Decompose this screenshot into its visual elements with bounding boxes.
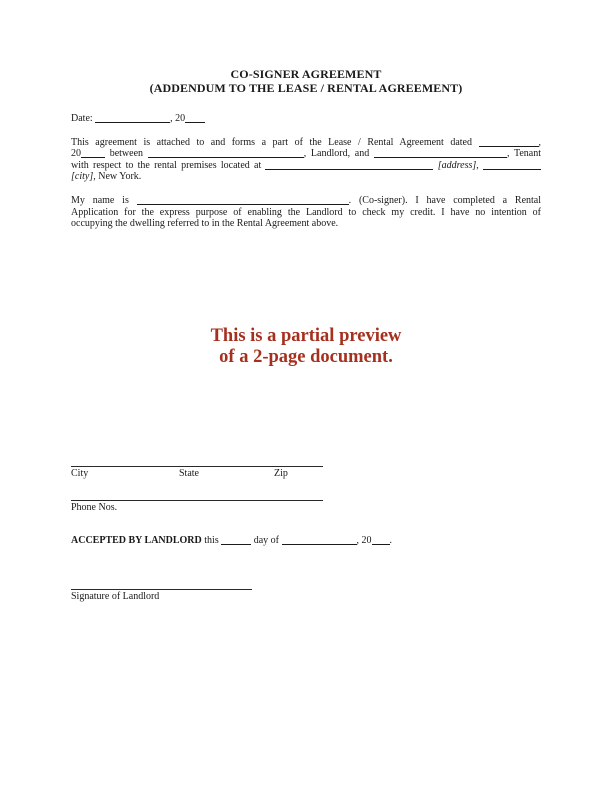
address-placeholder: [address] (437, 159, 477, 171)
premises-city-blank (483, 169, 541, 170)
agreement-paragraph (71, 137, 541, 183)
landlord-name-blank (148, 157, 304, 158)
document-title (71, 68, 541, 95)
agreement-text: with respect to the rental premises located at (71, 159, 262, 171)
city-state-zip-labels (71, 467, 323, 480)
premises-address-blank (265, 169, 433, 170)
title-line-1: CO-SIGNER AGREEMENT (230, 67, 382, 81)
city-label: City (71, 467, 89, 479)
agreement-date-blank (479, 146, 539, 147)
agreement-line-2 (71, 148, 541, 160)
accepted-year-blank (372, 544, 390, 545)
agreement-text: , (538, 136, 542, 148)
city-placeholder: [city] (71, 171, 94, 183)
cosigner-text: My name is (71, 194, 129, 206)
signature-label: Signature of Landlord (71, 590, 160, 602)
agreement-line-3 (71, 160, 541, 172)
agreement-text: , (476, 159, 479, 171)
cosigner-line-3: occupying the dwelling referred to in the Rental Agreement above. (71, 218, 339, 230)
date-blank (95, 122, 170, 123)
address-fields (71, 466, 541, 514)
accepted-by-landlord-label: ACCEPTED BY LANDLORD (71, 534, 202, 546)
cosigner-name-blank (137, 204, 349, 205)
agreement-line-4 (71, 171, 541, 183)
preview-notice-line-2: of a 2-page document. (219, 346, 393, 367)
agreement-text: , New York. (93, 171, 142, 183)
state-label: State (179, 467, 199, 479)
tenant-name-blank (374, 157, 507, 158)
cosigner-line-1 (71, 195, 541, 207)
title-line-2: (ADDENDUM TO THE LEASE / RENTAL AGREEMENT) (149, 80, 463, 95)
agreement-text: , Tenant (506, 148, 542, 160)
accepted-text: , 20 (356, 534, 372, 546)
agreement-line-1 (71, 137, 541, 149)
date-century: , 20 (170, 113, 186, 124)
accepted-text: . (389, 534, 392, 546)
zip-label: Zip (274, 467, 288, 479)
date-year-blank (185, 122, 205, 123)
preview-notice (71, 326, 541, 368)
agreement-text: , Landlord, and (303, 148, 370, 160)
accepted-month-blank (282, 544, 357, 545)
cosigner-line-2: Application for the express purpose of enabling the Landlord to check my credit. I have no intention of (71, 206, 541, 218)
accepted-by-landlord-line (71, 535, 541, 547)
accepted-day-blank (221, 544, 251, 545)
agreement-year-blank (81, 157, 105, 158)
phone-label: Phone Nos. (71, 502, 118, 514)
agreement-text: 20 (71, 148, 81, 160)
date-label: Date: (71, 113, 93, 124)
signature-block (71, 589, 541, 603)
agreement-text: between (109, 148, 144, 160)
preview-notice-line-1: This is a partial preview (210, 325, 402, 346)
accepted-text: day of (253, 534, 279, 546)
agreement-text: This agreement is attached to and forms a part of the Lease / Rental Agreement dated (71, 136, 472, 148)
date-line (71, 113, 541, 125)
cosigner-text: . (Co-signer). I have completed a Rental (348, 194, 542, 206)
accepted-text: this (204, 534, 219, 546)
cosigner-paragraph (71, 195, 541, 230)
